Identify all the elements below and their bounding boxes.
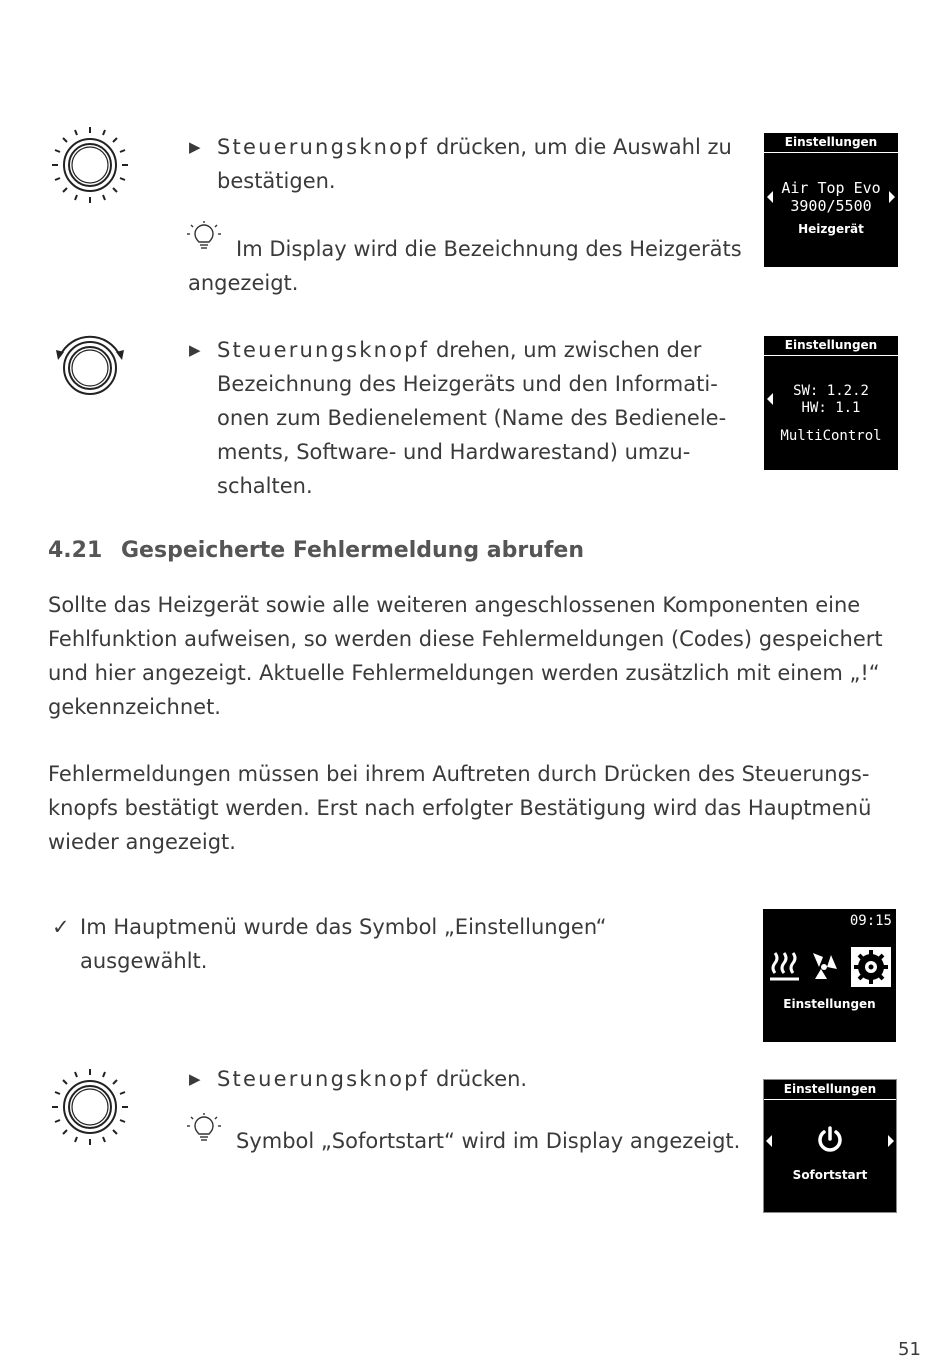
screen-time: 09:15 xyxy=(849,913,892,929)
keyword: Steuerungsknopf xyxy=(217,135,430,159)
screen-line3: MultiControl xyxy=(780,428,882,444)
power-icon xyxy=(816,1126,844,1154)
screen-line1: Air Top Evo xyxy=(781,179,881,197)
step1-hint-line1: Im Display wird die Bezeichnung des Heizgeräts xyxy=(236,237,742,261)
screen-line2: HW: 1.1 xyxy=(801,400,861,416)
bullet-arrow-icon: ▶ xyxy=(189,341,201,359)
screen-header: Einstellungen xyxy=(764,1080,896,1100)
step3-instruction: Steuerungsknopf drücken. xyxy=(217,1067,528,1091)
step3-hint: Symbol „Sofortstart“ wird im Display angezeigt. xyxy=(236,1129,741,1153)
control-knob-rotate-icon xyxy=(50,328,130,408)
display-screen-main-menu xyxy=(763,909,896,1042)
checkmark-icon: ✓ xyxy=(52,915,70,939)
screen-header: Einstellungen xyxy=(764,336,898,356)
lightbulb-hint-icon xyxy=(187,220,221,254)
screen-header: Einstellungen xyxy=(764,133,898,153)
keyword: Steuerungsknopf xyxy=(217,1067,430,1091)
screen-label: Heizgerät xyxy=(798,222,864,236)
section-paragraph-1: Sollte das Heizgerät sowie alle weiteren angeschlossenen Komponenten eine Fehlfunktion aufweisen, so werden diese Fehlermeldungen (Codes) gespeichert und hier angezeigt. Aktuelle Fehlermeldungen werden zusätzlich mit einem „!“ gekennzeichnet. xyxy=(48,593,883,719)
section-paragraph-2: Fehlermeldungen müssen bei ihrem Auftreten durch Drücken des Steuerungs- knopfs bestätigt werden. Erst nach erfolgter Bestätigung wird das Hauptmenü wieder angezeigt. xyxy=(48,762,872,854)
display-screen-version-info xyxy=(764,336,898,470)
bullet-arrow-icon: ▶ xyxy=(189,138,201,156)
display-screen-device-name xyxy=(764,133,898,267)
left-arrow-icon xyxy=(766,1135,772,1147)
right-arrow-icon xyxy=(888,1135,894,1147)
screen-label: Einstellungen xyxy=(783,997,876,1011)
display-screen-quick-start xyxy=(763,1079,897,1213)
section-number: 4.21 xyxy=(48,538,103,563)
control-knob-press-icon xyxy=(50,1067,130,1147)
step2-instruction: Steuerungsknopf drehen, um zwischen der Bezeichnung des Heizgeräts und den Informati- onen zum Bedienelement (Name des Bedienele- ments, Software- und Hardwarestand) umzu- schalten. xyxy=(217,338,727,498)
page-number: 51 xyxy=(898,1339,921,1360)
precondition-text: Im Hauptmenü wurde das Symbol „Einstellungen“ ausgewählt. xyxy=(80,915,607,973)
screen-line2: 3900/5500 xyxy=(790,197,872,215)
step1-instruction: Steuerungsknopf drücken, um die Auswahl zu bestätigen. xyxy=(217,135,732,193)
section-title: Gespeicherte Fehlermeldung abrufen xyxy=(121,538,585,563)
screen-line1: SW: 1.2.2 xyxy=(793,383,869,399)
fan-ventilation-icon xyxy=(813,953,837,979)
heating-icon xyxy=(770,953,799,979)
screen-label: Sofortstart xyxy=(792,1168,868,1182)
keyword: Steuerungsknopf xyxy=(217,338,430,362)
bullet-arrow-icon: ▶ xyxy=(189,1070,201,1088)
settings-gear-icon xyxy=(854,950,888,984)
step1-hint-line2: angezeigt. xyxy=(188,271,299,295)
lightbulb-hint-icon xyxy=(187,1112,221,1146)
control-knob-press-icon xyxy=(50,125,130,205)
